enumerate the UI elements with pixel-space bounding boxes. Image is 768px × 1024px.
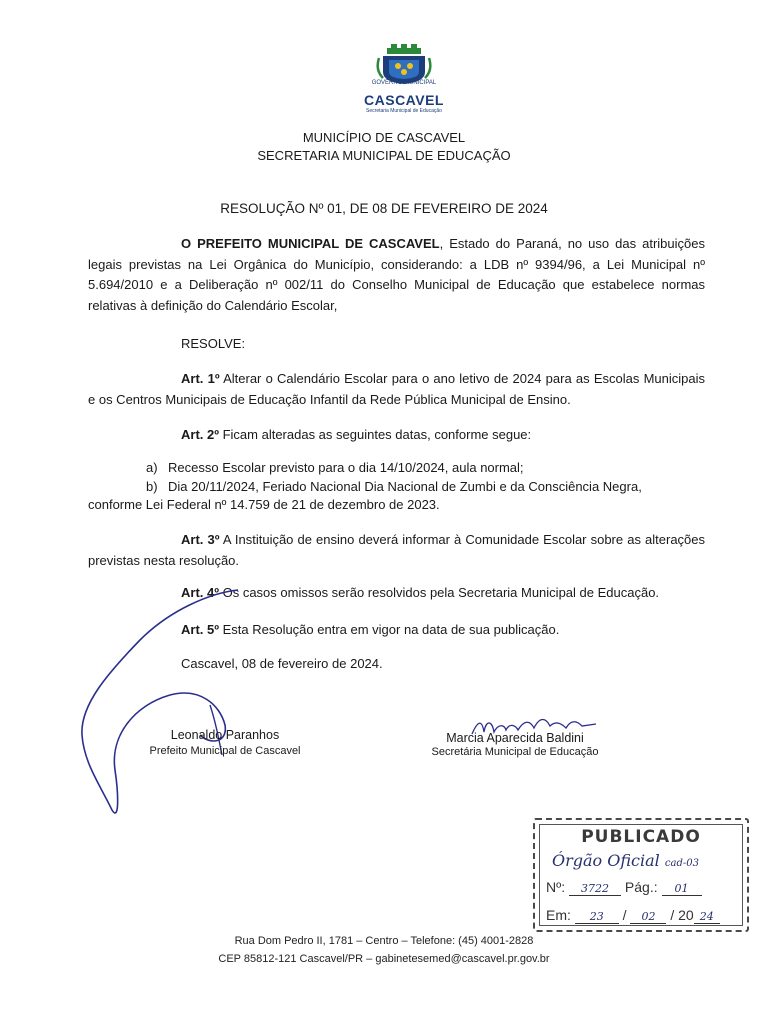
stamp-page-value: 01	[662, 882, 702, 896]
article-5-text: Esta Resolução entra em vigor na data de sua publicação.	[218, 622, 560, 637]
stamp-note: cad-03	[664, 858, 699, 869]
item-a-marker: a)	[146, 460, 158, 475]
stamp-day: 23	[575, 910, 619, 924]
article-5-label: Art. 5º	[181, 622, 219, 637]
secretary-name: Marcia Aparecida Baldini	[446, 731, 584, 745]
stamp-number-label: Nº:	[546, 879, 566, 895]
stamp-date-label: Em:	[546, 907, 571, 923]
stamp-page-label: Pág.:	[624, 879, 658, 895]
stamp-title: PUBLICADO	[581, 827, 701, 847]
logo-city-name: CASCAVEL	[364, 92, 444, 108]
intro-paragraph	[88, 234, 705, 316]
footer-address: Rua Dom Pedro II, 1781 – Centro – Telefone: (45) 4001-2828	[234, 935, 534, 947]
article-1	[88, 369, 705, 410]
logo-caption: GOVERNO MUNICIPAL	[371, 80, 437, 86]
article-3-label: Art. 3º	[181, 532, 220, 547]
article-3-text: A Instituição de ensino deverá informar à Comunidade Escolar sobre as alterações previstas nesta resolução.	[88, 532, 706, 568]
article-2-text: Ficam alteradas as seguintes datas, conforme segue:	[218, 427, 532, 442]
logo-subtitle: Secretaria Municipal de Educação	[366, 108, 442, 114]
secretariat-heading: SECRETARIA MUNICIPAL DE EDUCAÇÃO	[257, 148, 511, 163]
secretary-role: Secretária Municipal de Educação	[431, 746, 599, 758]
article-4-text: Os casos omissos serão resolvidos pela Secretaria Municipal de Educação.	[218, 585, 660, 600]
place-and-date: Cascavel, 08 de fevereiro de 2024.	[181, 656, 383, 671]
stamp-date-row: Em: 23 / 02 / 20 24	[546, 907, 720, 924]
resolution-title: RESOLUÇÃO Nº 01, DE 08 DE FEVEREIRO DE 2024	[220, 201, 548, 216]
mayor-name: Leonaldo Paranhos	[170, 728, 280, 742]
stamp-year-suffix: 24	[694, 910, 720, 924]
article-4-label: Art. 4º	[181, 585, 219, 600]
intro-text: , Estado do Paraná, no uso das atribuições legais previstas na Lei Orgânica do Município, considerando: a LDB nº 9394/96, a Lei Municipal nº 5.694/2010 e a Deliberação nº 002/11 do Conselho Municipal de Educação que estabelece normas relativas à definição do Calendário Escolar,	[88, 236, 705, 313]
stamp-year-prefix: / 20	[670, 907, 694, 923]
item-b-marker: b)	[146, 479, 158, 494]
municipality-heading: MUNICÍPIO DE CASCAVEL	[302, 130, 466, 145]
mayor-role: Prefeito Municipal de Cascavel	[149, 745, 301, 757]
article-3	[88, 530, 705, 571]
stamp-number-row	[546, 879, 702, 896]
stamp-number-value: 3722	[569, 882, 621, 896]
stamp-org: Órgão Oficial	[552, 851, 660, 870]
article-2-label: Art. 2º	[181, 427, 219, 442]
item-b-continuation: conforme Lei Federal nº 14.759 de 21 de dezembro de 2023.	[88, 497, 440, 512]
article-1-label: Art. 1º	[181, 371, 220, 386]
mayor-handwritten-signature	[60, 585, 260, 825]
item-a-text: Recesso Escolar previsto para o dia 14/10/2024, aula normal;	[168, 460, 524, 475]
article-1-text: Alterar o Calendário Escolar para o ano letivo de 2024 para as Escolas Municipais e os Centros Municipais de Educação Infantil da Rede Pública Municipal de Ensino.	[88, 371, 706, 407]
published-stamp	[533, 818, 749, 932]
item-b-text: Dia 20/11/2024, Feriado Nacional Dia Nacional de Zumbi e da Consciência Negra,	[168, 479, 642, 494]
stamp-handwritten-organ	[552, 851, 699, 870]
intro-bold: O PREFEITO MUNICIPAL DE CASCAVEL	[181, 236, 440, 251]
resolve-label: RESOLVE:	[181, 336, 246, 351]
footer-contact: CEP 85812-121 Cascavel/PR – gabinetesemed@cascavel.pr.gov.br	[218, 953, 550, 965]
article-2	[181, 427, 531, 442]
stamp-month: 02	[630, 910, 666, 924]
